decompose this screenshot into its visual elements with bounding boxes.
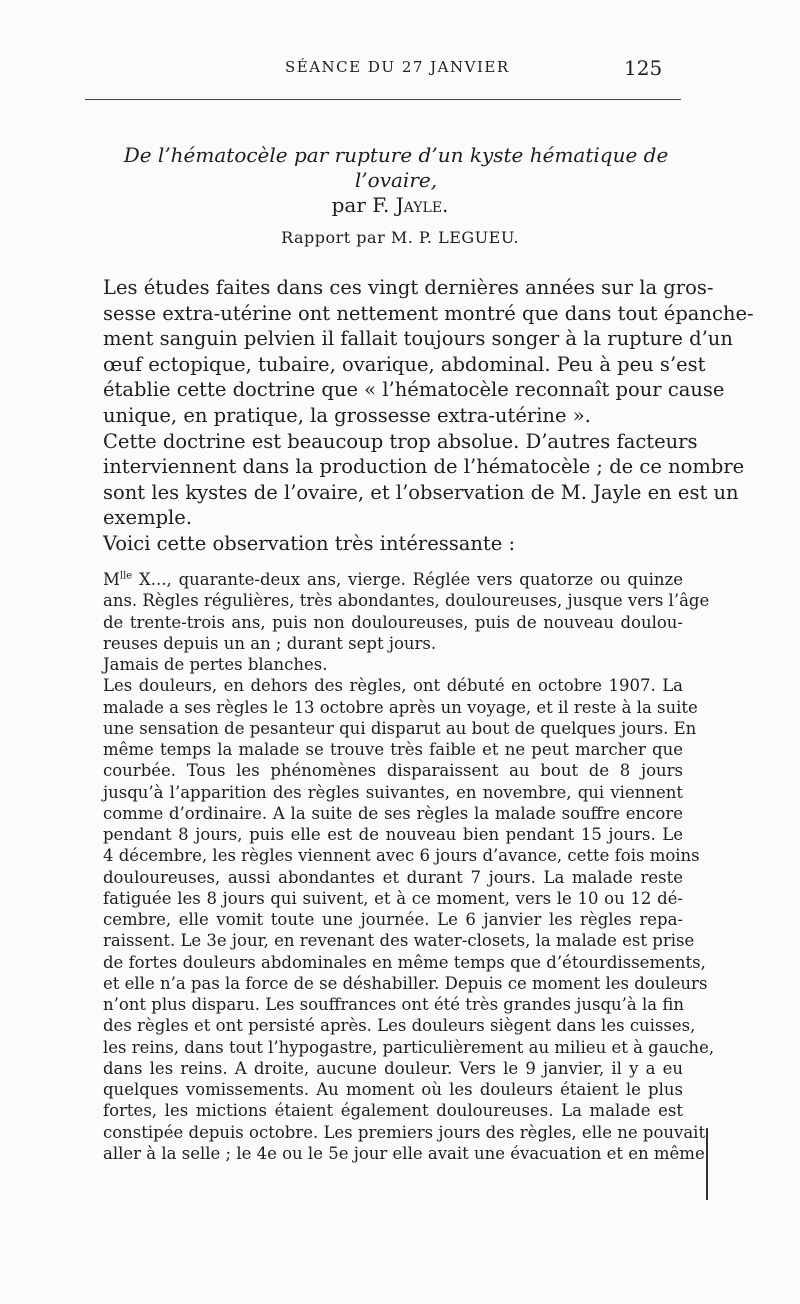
observation-line: raissent. Le 3e jour, en revenant des water-closets, la malade est prise [103,931,695,951]
observation-first-sup: lle [119,570,133,582]
observation-line: n’ont plus disparu. Les souffrances ont été très grandes jusqu’à la fin [103,995,684,1014]
observation-line: ans. Règles régulières, très abondantes, douloureuses, jusque vers l’âge [103,591,710,611]
intro-line: établie cette doctrine que « l’hématocèle reconnaît pour cause [103,378,725,402]
observation-line: de fortes douleurs abdominales en même temps que d’étourdissements, [103,952,706,972]
intro-text [103,275,754,557]
observation-line: reuses depuis un an ; durant sept jours. [103,633,437,653]
intro-line: sesse extra-utérine ont nettement montré que dans tout épanche- [103,301,754,325]
intro-line: Les études faites dans ces vingt dernières années sur la gros- [103,276,714,299]
observation-line: malade a ses règles le 13 octobre après un voyage, et il reste à la suite [103,697,698,717]
observation-line: fortes, les mictions étaient également douloureuses. La malade est [103,1101,683,1121]
observation-line: constipée depuis octobre. Les premiers jours des règles, elle ne pouvait [103,1122,706,1142]
observation-line: les reins, dans tout l’hypogastre, particulièrement au milieu et à gauche, [103,1037,715,1057]
observation-line: quelques vomissements. Au moment où les douleurs étaient le plus [103,1080,683,1099]
page-number: 125 [624,56,663,80]
running-head [0,58,800,82]
observation-line: des règles et ont persisté après. Les douleurs siègent dans les cuisses, [103,1016,696,1036]
observation-line: Les douleurs, en dehors des règles, ont débuté en octobre 1907. La [103,676,683,696]
observation-line: douloureuses, aussi abondantes et durant 7 jours. La malade reste [103,867,683,887]
report-line: Rapport par M. P. LEGUEU. [281,228,519,247]
margin-mark [706,1128,708,1200]
observation-line: et elle n’a pas la force de se déshabiller. Depuis ce moment les douleurs [103,973,708,993]
observation-line: 4 décembre, les règles viennent avec 6 jours d’avance, cette fois moins [103,846,700,866]
observation-line: comme d’ordinaire. A la suite de ses règles la malade souffre encore [103,803,683,823]
author-name: Jayle. [395,193,449,217]
observation-line [103,569,683,590]
article-title-text: De l’hématocèle par rupture d’un kyste hématique de l’ovaire, [123,143,669,192]
observation-line: courbée. Tous les phénomènes disparaissent au bout de 8 jours [103,761,683,781]
intro-line: ment sanguin pelvien il fallait toujours songer à la rupture d’un [103,327,733,351]
intro-line: exemple. [103,506,193,530]
observation-line: jusqu’à l’apparition des règles suivantes, en novembre, qui viennent [103,782,683,802]
intro-line: unique, en pratique, la grossesse extra-utérine ». [103,403,591,427]
observation-line: aller à la selle ; le 4e ou le 5e jour elle avait une évacuation et en même [103,1143,705,1163]
observation-line: pendant 8 jours, puis elle est de nouveau bien pendant 15 jours. Le [103,825,683,844]
article-title [90,143,690,218]
intro-line: Cette doctrine est beaucoup trop absolue. D’autres facteurs [103,429,698,453]
observation-line: Jamais de pertes blanches. [103,655,328,674]
observation-line: dans les reins. A droite, aucune douleur. Vers le 9 janvier, il y a eu [103,1058,683,1078]
observation-first-rest: X..., quarante-deux ans, vierge. Réglée vers quatorze ou quinze [132,570,683,589]
observation-first-prefix: M [103,570,120,589]
observation-line: même temps la malade se trouve très faible et ne peut marcher que [103,740,683,759]
running-head-title: SÉANCE DU 27 JANVIER [285,58,510,76]
article-author [90,193,690,218]
observation-line: une sensation de pesanteur qui disparut au bout de quelques jours. En [103,718,697,738]
observation-text [103,569,715,1164]
observation-line: fatiguée les 8 jours qui suivent, et à ce moment, vers le 10 ou 12 dé- [103,888,683,908]
observation-line: de trente-trois ans, puis non douloureuses, puis de nouveau doulou- [103,612,683,632]
observation-line: cembre, elle vomit toute une journée. Le 6 janvier les règles repa- [103,910,683,929]
intro-line: sont les kystes de l’ovaire, et l’observation de M. Jayle en est un [103,480,739,504]
intro-line: interviennent dans la production de l’hématocèle ; de ce nombre [103,455,745,479]
author-prefix: par F. [331,193,396,217]
header-rule [85,99,681,100]
intro-line: œuf ectopique, tubaire, ovarique, abdominal. Peu à peu s’est [103,352,706,376]
intro-line: Voici cette observation très intéressante : [103,531,516,555]
